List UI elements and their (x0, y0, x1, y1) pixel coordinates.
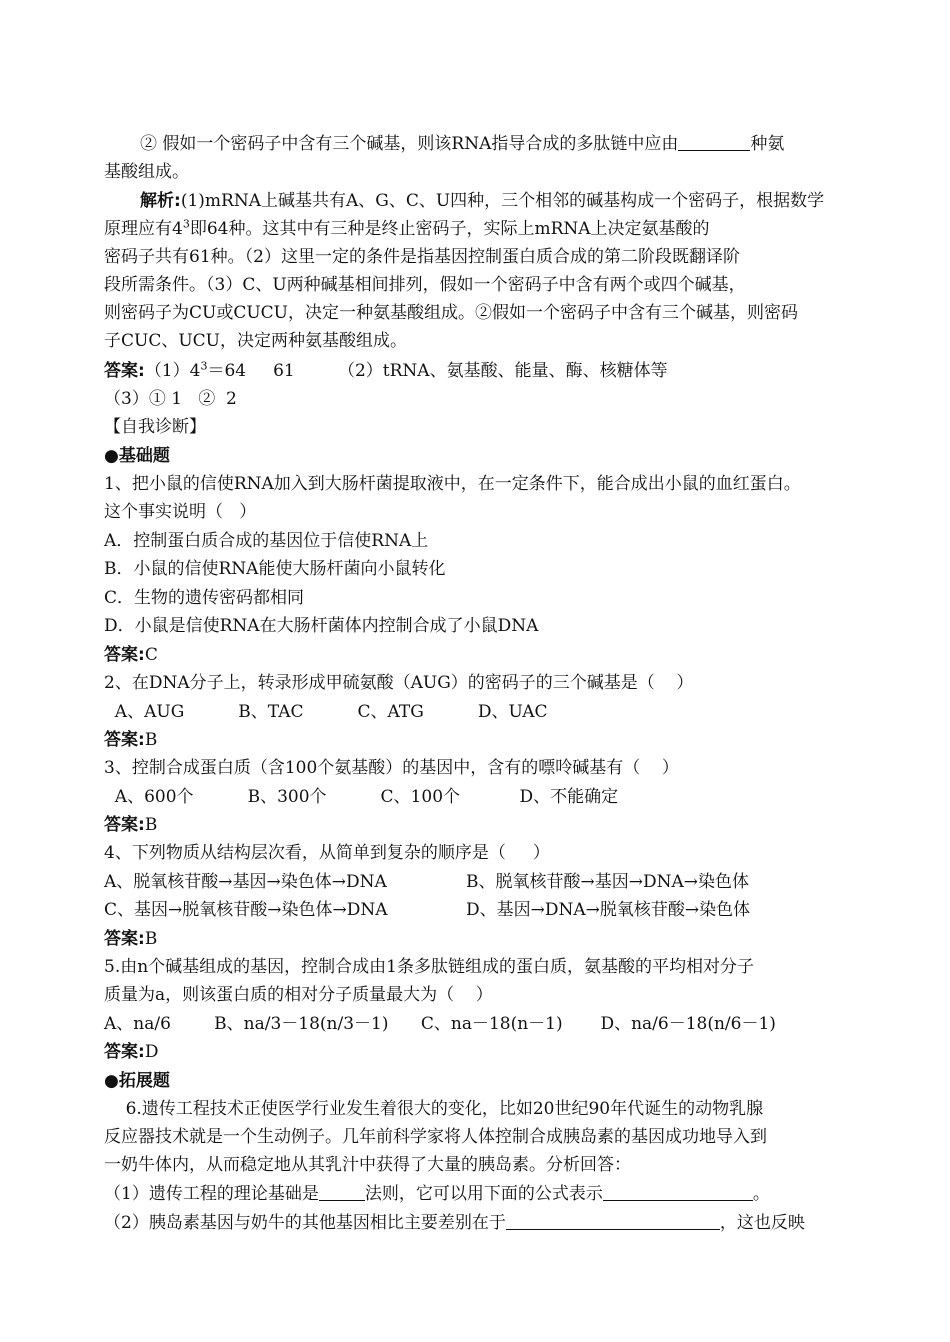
answer-blank (603, 1184, 753, 1201)
q5-options: A、na/6 B、na/3－18(n/3－1) C、na－18(n－1) D、na/6－18(n/6－1) (104, 1014, 776, 1034)
q4-line1: 4、下列物质从结构层次看，从简单到复杂的顺序是（ ） (104, 843, 550, 863)
intro-q2-line1 (140, 133, 784, 155)
q6-line3: 一奶牛体内，从而稳定地从其乳汁中获得了大量的胰岛素。分析回答： (104, 1155, 631, 1175)
q3-answer (104, 814, 157, 836)
answer-value: B (144, 815, 158, 835)
q4-option-a: A、脱氧核苷酸→基因→染色体→DNA (104, 872, 387, 892)
q4-option-c: C、基因→脱氧核苷酸→染色体→DNA (104, 900, 388, 920)
answer-label: 答案: (104, 645, 145, 665)
q3-line1: 3、控制合成蛋白质（含100个氨基酸）的基因中，含有的嘌呤碱基有（ ） (104, 758, 679, 778)
answer-value: C (144, 645, 158, 665)
analysis-line2 (104, 218, 710, 240)
superscript: 3 (200, 359, 208, 373)
q2-answer (104, 729, 157, 751)
analysis-line1 (140, 190, 824, 212)
q4-option-d: D、基因→DNA→脱氧核苷酸→染色体 (466, 900, 751, 920)
section-extension-title: ●拓展题 (104, 1071, 170, 1091)
answer-value: B (144, 929, 158, 949)
q6-line2: 反应器技术就是一个生动例子。几年前科学家将人体控制合成胰岛素的基因成功地导入到 (104, 1127, 767, 1147)
answer-value: D (144, 1042, 159, 1062)
answer-blank (319, 1184, 365, 1201)
text: ② 假如一个密码子中含有三个碱基，则该RNA指导合成的多肽链中应由 (140, 134, 679, 154)
answer-label: 答案: (104, 1042, 145, 1062)
answer-value: B (144, 730, 158, 750)
text: ＝64 61 （2）tRNA、氨基酸、能量、酶、核糖体等 (207, 361, 668, 381)
q1-answer (104, 644, 158, 666)
q5-line1: 5.由n个碱基组成的基因，控制合成由1条多肽链组成的蛋白质，氨基酸的平均相对分子 (104, 957, 754, 977)
answer-intro-line2: （3）① 1 ② 2 (104, 389, 237, 409)
text: 种氨 (750, 134, 785, 154)
q5-answer (104, 1041, 158, 1063)
analysis-line3: 密码子共有61种。（2）这里一定的条件是指基因控制蛋白质合成的第二阶段既翻译阶 (104, 247, 740, 267)
section-basic-title: ●基础题 (104, 446, 170, 466)
answer-intro-line1 (104, 360, 668, 382)
intro-q2-line2: 基酸组成。 (104, 162, 189, 182)
q1-line2: 这个事实说明（ ） (104, 502, 257, 522)
q5-line2: 质量为a，则该蛋白质的相对分子质量最大为（ ） (104, 985, 493, 1005)
q1-line1: 1、把小鼠的信使RNA加入到大肠杆菌提取液中，在一定条件下，能合成出小鼠的血红蛋白。 (104, 474, 801, 494)
q4-option-b: B、脱氧核苷酸→基因→DNA→染色体 (466, 872, 750, 892)
text: (1)mRNA上碱基共有A、G、C、U四种，三个相邻的碱基构成一个密码子，根据数学 (180, 191, 825, 211)
q2-line1: 2、在DNA分子上，转录形成甲硫氨酸（AUG）的密码子的三个碱基是（ ） (104, 673, 694, 693)
analysis-label: 解析: (140, 191, 181, 211)
answer-label: 答案: (104, 815, 145, 835)
analysis-line5: 则密码子为CU或CUCU，决定一种氨基酸组成。②假如一个密码子中含有三个碱基，则密码 (104, 303, 799, 323)
q1-option-c: C．生物的遗传密码都相同 (104, 588, 305, 608)
q6-sub2 (104, 1212, 805, 1234)
answer-blank (678, 134, 750, 151)
q2-options: A、AUG B、TAC C、ATG D、UAC (104, 702, 548, 722)
section-self-diagnosis: 【自我诊断】 (104, 417, 206, 437)
q3-options: A、600个 B、300个 C、100个 D、不能确定 (104, 787, 619, 807)
answer-label: 答案: (104, 361, 145, 381)
text: （2）胰岛素基因与奶牛的其他基因相比主要差别在于 (104, 1213, 506, 1233)
text: ，这也反映 (719, 1213, 805, 1233)
text: 法则，它可以用下面的公式表示 (364, 1184, 603, 1204)
text: 即64种。这其中有三种是终止密码子，实际上mRNA上决定氨基酸的 (189, 219, 710, 239)
answer-label: 答案: (104, 929, 145, 949)
q1-option-b: B．小鼠的信使RNA能使大肠杆菌向小鼠转化 (104, 559, 446, 579)
answer-blank (506, 1213, 720, 1230)
text: （1）4 (144, 361, 201, 381)
answer-label: 答案: (104, 730, 145, 750)
text: 。 (752, 1184, 770, 1204)
superscript: 3 (182, 217, 190, 231)
analysis-line6: 子CUC、UCU，决定两种氨基酸组成。 (104, 331, 408, 351)
q1-option-a: A．控制蛋白质合成的基因位于信使RNA上 (104, 531, 429, 551)
q1-option-d: D．小鼠是信使RNA在大肠杆菌体内控制合成了小鼠DNA (104, 616, 539, 636)
text: （1）遗传工程的理论基础是 (104, 1184, 319, 1204)
text: 原理应有4 (104, 219, 183, 239)
q6-line1: 6.遗传工程技术正使医学行业发生着很大的变化，比如20世纪90年代诞生的动物乳腺 (104, 1099, 764, 1119)
analysis-line4: 段所需条件。（3）C、U两种碱基相间排列，假如一个密码子中含有两个或四个碱基， (104, 275, 746, 295)
q4-answer (104, 928, 157, 950)
q6-sub1 (104, 1183, 770, 1205)
